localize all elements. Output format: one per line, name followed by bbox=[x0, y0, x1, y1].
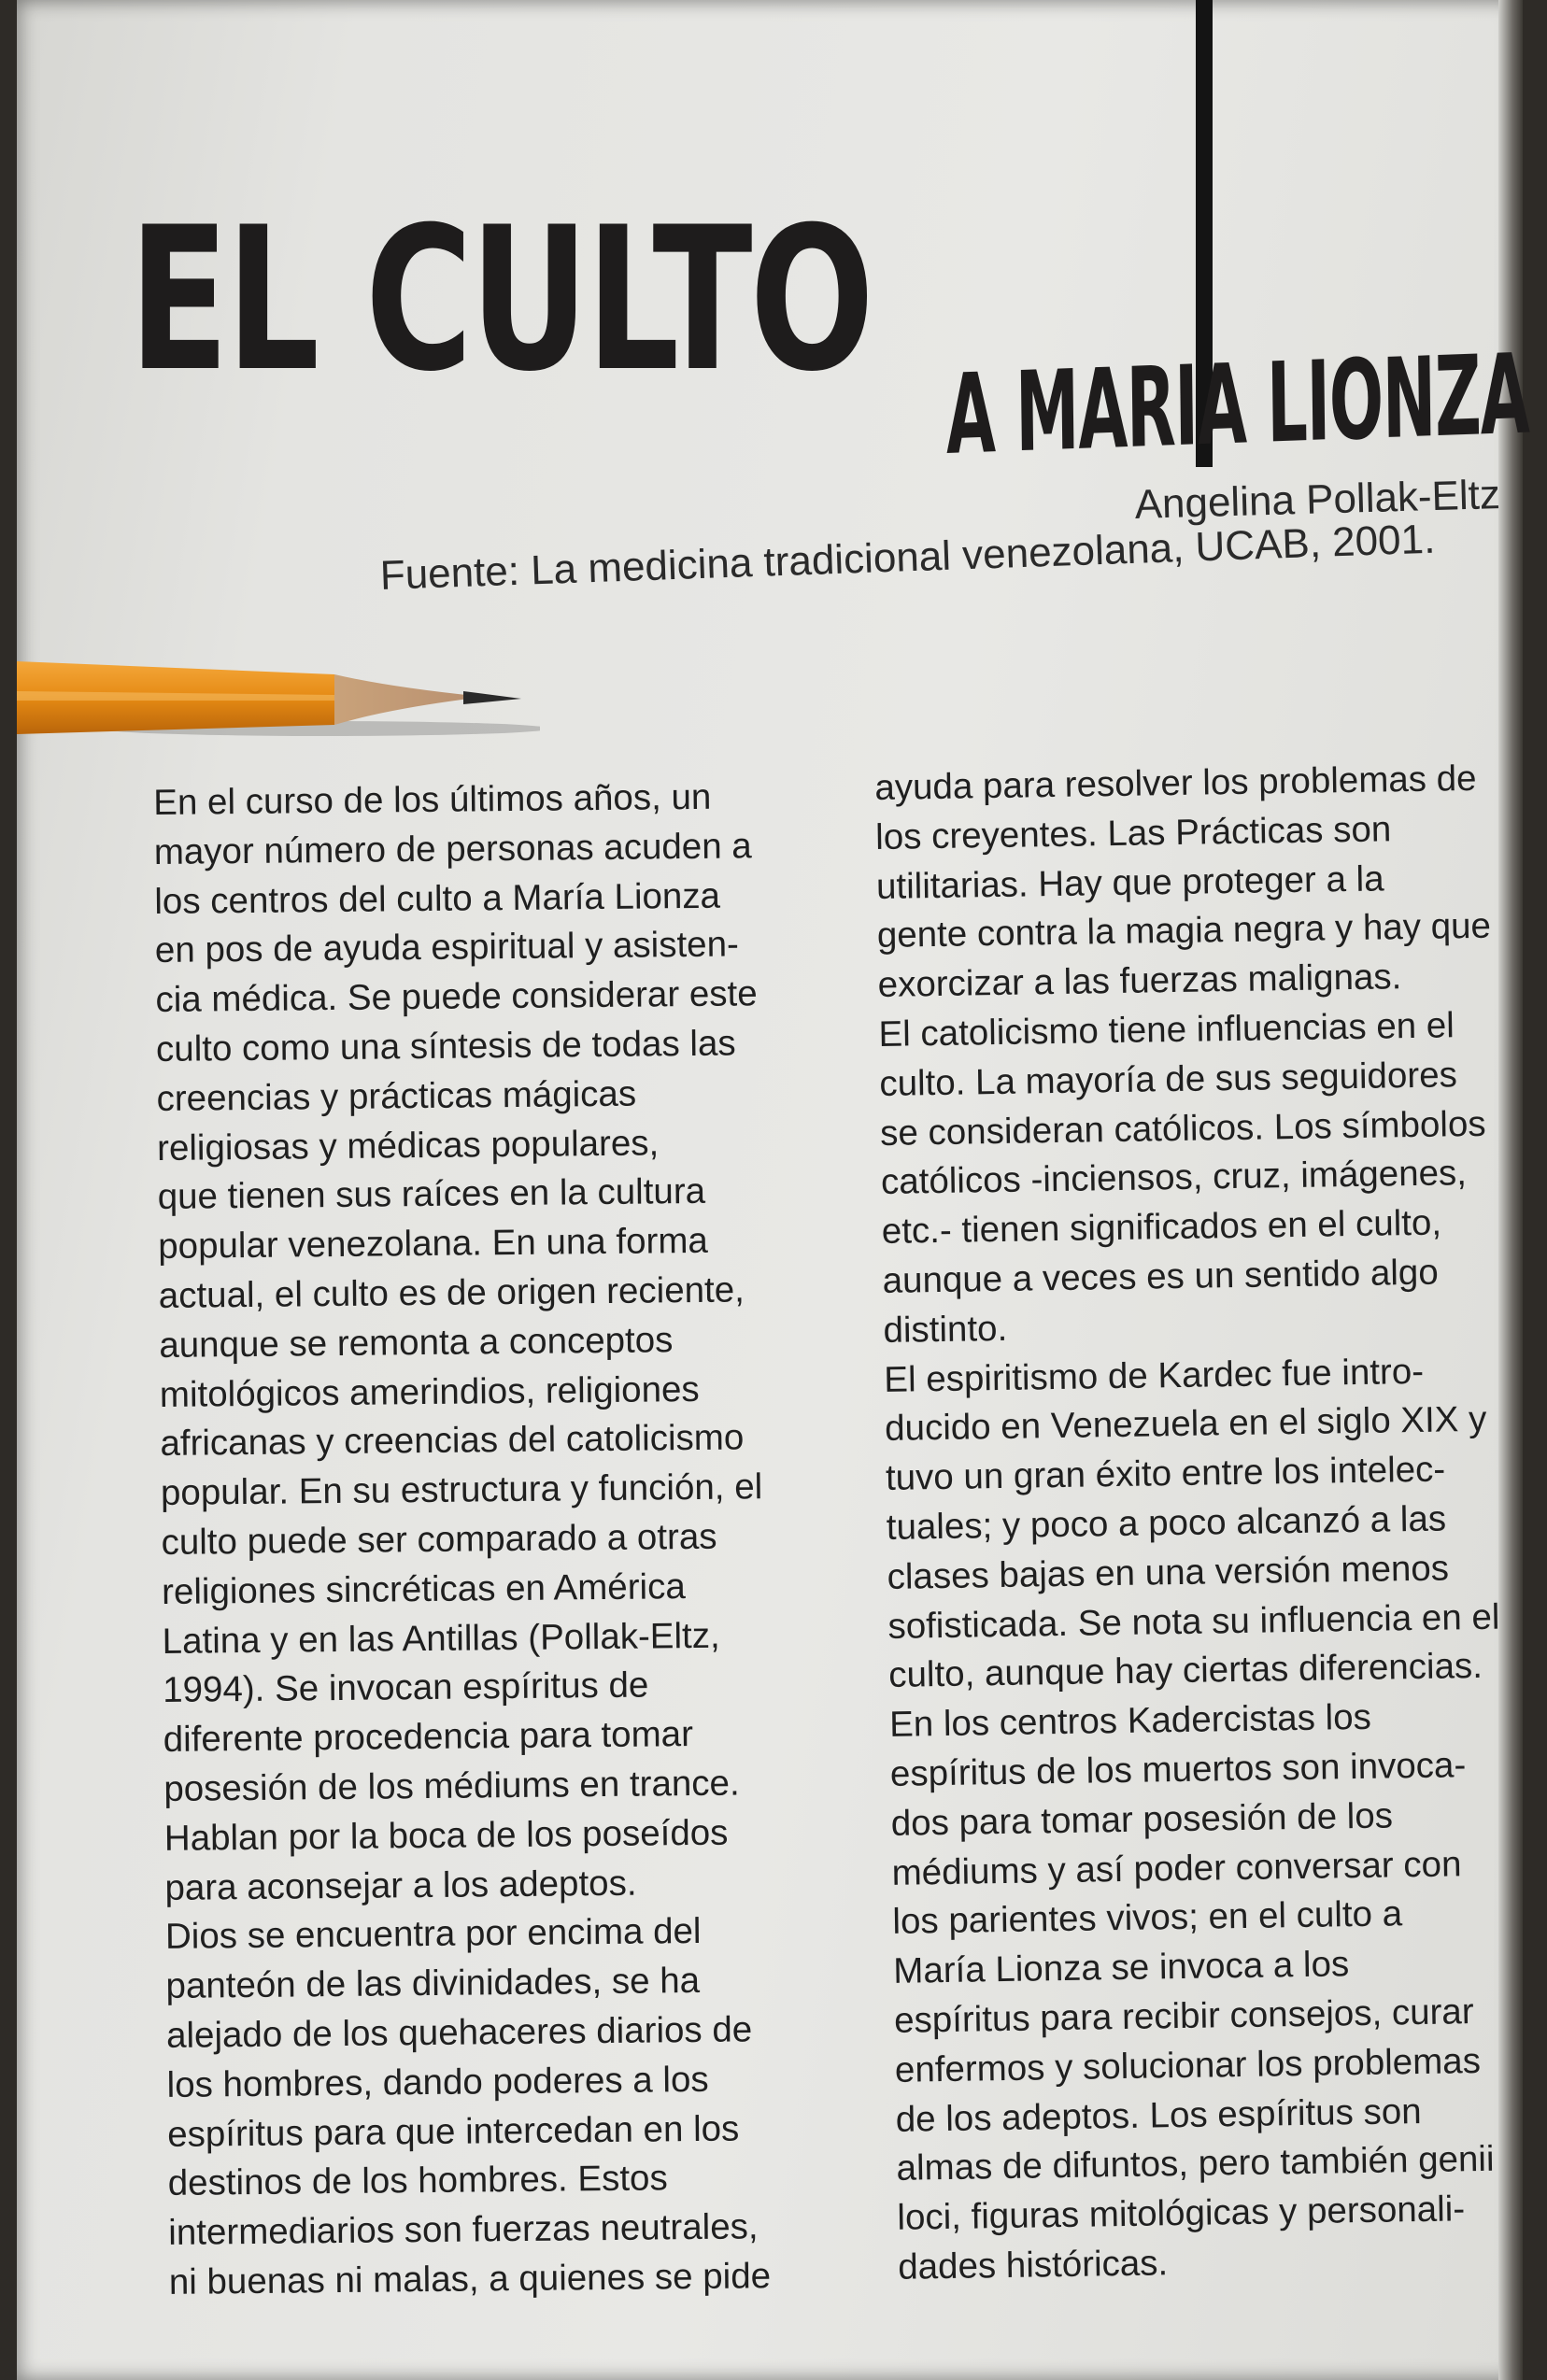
text-line: Hablan por la boca de los poseídos bbox=[163, 1812, 729, 1859]
text-line: que tienen sus raíces en la cultura bbox=[157, 1171, 706, 1218]
text-line: los creyentes. Las Prácticas son bbox=[874, 809, 1392, 857]
text-line: diferente procedencia para tomar bbox=[163, 1714, 694, 1761]
text-line: popular venezolana. En una forma bbox=[158, 1220, 709, 1268]
text-line: posesión de los médiums en trance. bbox=[163, 1763, 740, 1809]
text-line: etc.- tienen significados en el culto, bbox=[881, 1202, 1442, 1253]
text-line: María Lionza se invoca a los bbox=[892, 1944, 1350, 1991]
text-line: aunque se remonta a conceptos bbox=[159, 1319, 674, 1366]
text-line: El espiritismo de Kardec fue intro- bbox=[884, 1351, 1425, 1400]
text-column-left bbox=[153, 772, 771, 2307]
text-line: gente contra la magia negra y hay que bbox=[876, 906, 1492, 956]
text-line: destinos de los hombres. Estos bbox=[167, 2158, 668, 2204]
text-line: los parientes vivos; en el culto a bbox=[892, 1893, 1403, 1943]
text-line: espíritus para recibir consejos, curar bbox=[893, 1991, 1474, 2041]
text-line: espíritus de los muertos son invoca- bbox=[889, 1745, 1467, 1794]
article-title-sub: A MARIA LIONZA bbox=[944, 329, 1530, 479]
text-line: En los centros Kadercistas los bbox=[888, 1696, 1372, 1746]
text-line: cia médica. Se puede considerar este bbox=[155, 973, 758, 1021]
text-line: tuales; y poco a poco alcanzó a las bbox=[886, 1498, 1447, 1548]
text-line: religiosas y médicas populares, bbox=[156, 1122, 660, 1169]
text-line: mayor número de personas acuden a bbox=[153, 826, 752, 872]
text-column-right bbox=[874, 755, 1512, 2293]
text-line: sofisticada. Se nota su influencia en el bbox=[887, 1596, 1500, 1647]
text-line: popular. En su estructura y función, el bbox=[160, 1466, 763, 1514]
text-line: exorcizar a las fuerzas malignas. bbox=[877, 956, 1402, 1006]
text-line: dos para tomar posesión de los bbox=[890, 1795, 1394, 1844]
text-line: 1994). Se invocan espíritus de bbox=[162, 1665, 649, 1711]
text-line: creencias y prácticas mágicas bbox=[156, 1073, 637, 1119]
text-line: mitológicos amerindios, religiones bbox=[159, 1368, 700, 1415]
text-line: En el curso de los últimos años, un bbox=[153, 776, 712, 823]
text-line: tuvo un gran éxito entre los intelec- bbox=[885, 1449, 1446, 1499]
text-line: Dios se encuentra por encima del bbox=[164, 1911, 702, 1958]
text-line: ayuda para resolver los problemas de bbox=[874, 758, 1477, 808]
book-page bbox=[17, 0, 1530, 2380]
text-line: culto, aunque hay ciertas diferencias. bbox=[887, 1646, 1483, 1696]
text-line: culto. La mayoría de sus seguidores bbox=[879, 1055, 1458, 1104]
text-line: dades históricas. bbox=[897, 2243, 1169, 2288]
article-author: Angelina Pollak-Eltz bbox=[1134, 472, 1501, 528]
article-source: Fuente: La medicina tradicional venezolana, UCAB, 2001. bbox=[379, 516, 1437, 599]
pencil-image bbox=[17, 654, 540, 738]
article-title-main: EL CULTO bbox=[129, 184, 872, 415]
text-line: ducido en Venezuela en el siglo XIX y bbox=[884, 1399, 1487, 1450]
text-line: actual, el culto es de origen reciente, bbox=[158, 1269, 745, 1316]
text-line: Latina y en las Antillas (Pollak-Eltz, bbox=[162, 1615, 720, 1662]
text-line: africanas y creencias del catolicismo bbox=[160, 1417, 745, 1465]
text-line: espíritus para que intercedan en los bbox=[166, 2108, 740, 2155]
text-line: utilitarias. Hay que proteger a la bbox=[875, 858, 1384, 907]
text-line: médiums y así poder conversar con bbox=[891, 1843, 1462, 1893]
text-line: almas de difuntos, pero también genii bbox=[896, 2139, 1495, 2189]
text-line: El catolicismo tiene influencias en el bbox=[878, 1005, 1455, 1055]
text-line: distinto. bbox=[883, 1308, 1008, 1351]
text-line: los hombres, dando poderes a los bbox=[166, 2059, 709, 2105]
text-line: clases bajas en una versión menos bbox=[887, 1548, 1450, 1597]
text-line: de los adeptos. Los espíritus son bbox=[895, 2090, 1422, 2140]
text-line: ni buenas ni malas, a quienes se pide bbox=[168, 2256, 772, 2302]
text-line: religiones sincréticas en América bbox=[161, 1565, 686, 1612]
text-line: se consideran católicos. Los símbolos bbox=[879, 1103, 1486, 1154]
text-line: los centros del culto a María Lionza bbox=[154, 875, 721, 922]
text-line: en pos de ayuda espiritual y asisten- bbox=[154, 924, 740, 971]
text-line: católicos -inciensos, cruz, imágenes, bbox=[880, 1153, 1468, 1203]
text-line: intermediarios son fuerzas neutrales, bbox=[168, 2206, 759, 2254]
text-line: enfermos y solucionar los problemas bbox=[894, 2040, 1482, 2090]
text-line: culto puede ser comparado a otras bbox=[161, 1516, 717, 1563]
text-line: alejado de los quehaceres diarios de bbox=[165, 2009, 753, 2056]
text-line: culto como una síntesis de todas las bbox=[155, 1023, 736, 1070]
text-line: para aconsejar a los adeptos. bbox=[164, 1863, 637, 1908]
text-line: panteón de las divinidades, se ha bbox=[165, 1961, 701, 2007]
text-line: aunque a veces es un sentido algo bbox=[882, 1252, 1440, 1301]
text-line: loci, figuras mitológicas y personali- bbox=[897, 2189, 1466, 2238]
